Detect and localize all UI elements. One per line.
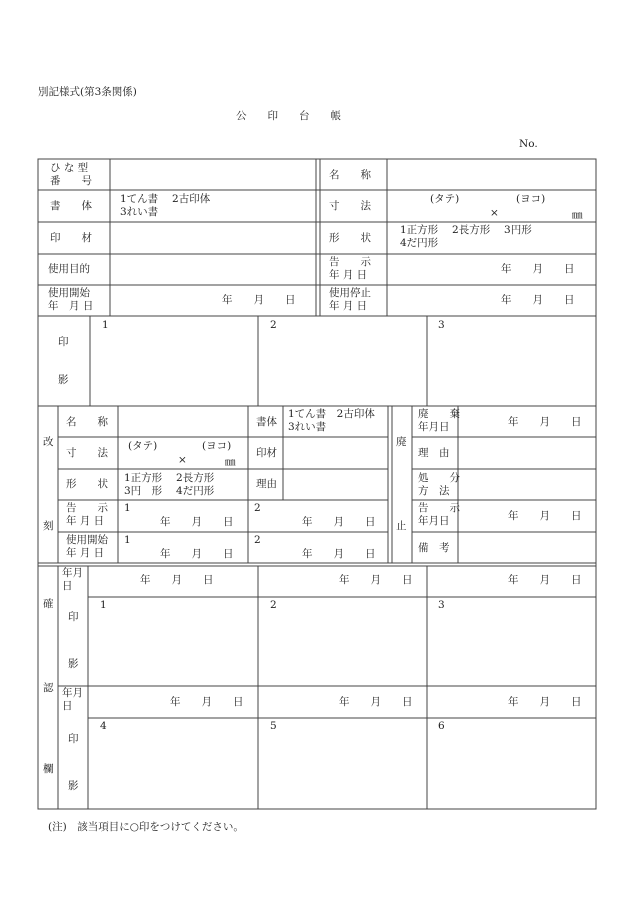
inzai-label: 印 材 (50, 232, 92, 244)
kaikoku-inzai-label: 印材 (256, 447, 277, 459)
kakunin-num-2: 2 (270, 599, 277, 611)
inei-num-3: 3 (438, 319, 445, 331)
kaikoku-keijo-options: 1正方形 2長方形 3円 形 4だ円形 (124, 472, 215, 497)
kakunin-side-2: 認 (43, 682, 54, 694)
kaikoku-kokuji-label: 告 示 年 月 日 (66, 502, 108, 527)
kakunin-num-4: 4 (100, 720, 107, 732)
sunpo-yoko: (ヨコ) (516, 193, 546, 205)
shotai-label: 書 体 (50, 200, 92, 212)
kaikoku-side-koku: 刻 (43, 520, 54, 532)
kakunin-label-ei-2: 影 (68, 780, 79, 792)
haishi-riyu-label: 理 由 (418, 447, 450, 459)
kaikoku-sunpo-label: 寸 法 (66, 447, 108, 459)
kakunin-num-6: 6 (438, 720, 445, 732)
kaikoku-sunpo-unit: ㎜ (225, 456, 236, 468)
kakunin-date-5: 年 月 日 (339, 696, 413, 708)
kakunin-date-row-label-1: 年月 日 (62, 567, 83, 592)
kakunin-date-2: 年 月 日 (339, 574, 413, 586)
kaikoku-kokuji-date-2: 年 月 日 (302, 516, 376, 528)
keijo-options: 1正方形 2長方形 3円形 4だ円形 (400, 224, 532, 249)
haishi-kokuji-date: 年 月 日 (508, 510, 582, 522)
shiyo-kaishi-label: 使用開始 年 月 日 (48, 287, 94, 312)
kaikoku-side-kai: 改 (43, 436, 54, 448)
footer-note: (注) 該当項目に○印をつけてください。 (48, 821, 244, 833)
sunpo-tate: (タテ) (430, 193, 460, 205)
kakunin-date-1: 年 月 日 (140, 574, 214, 586)
kakunin-date-6: 年 月 日 (508, 696, 582, 708)
shiyo-teishi-label: 使用停止 年 月 日 (329, 287, 371, 312)
kaikoku-kokuji-date-1: 年 月 日 (160, 516, 234, 528)
hinagata-label: ひ な 型 番 号 (50, 162, 92, 187)
kaikoku-sunpo-x: × (178, 454, 187, 466)
kaikoku-sunpo-tate: (タテ) (128, 440, 158, 452)
kaikoku-name-label: 名 称 (66, 416, 108, 428)
shiyo-mokuteki-label: 使用目的 (48, 263, 90, 275)
kakunin-num-3: 3 (438, 599, 445, 611)
haishi-kokuji-label: 告 示 年月日 (418, 502, 460, 527)
kaikoku-shotai-options: 1てん書 2古印体 3れい書 (288, 408, 375, 433)
haishi-shobun-label: 処 分 方 法 (418, 472, 460, 497)
kokuji-date: 年 月 日 (501, 263, 575, 275)
kaikoku-sunpo-yoko: (ヨコ) (202, 440, 232, 452)
kaikoku-keijo-label: 形 状 (66, 478, 108, 490)
kakunin-side-3: 欄 (43, 763, 54, 775)
shotai-options: 1てん書 2古印体 3れい書 (120, 193, 211, 218)
kaikoku-shotai-label: 書体 (256, 416, 277, 428)
kakunin-label-in-1: 印 (68, 611, 79, 623)
haishi-side-shi: 止 (396, 520, 407, 532)
haishi-haiki-label: 廃 棄 年月日 (418, 408, 460, 433)
kaikoku-riyu-label: 理由 (256, 478, 277, 490)
shiyo-teishi-date: 年 月 日 (501, 294, 575, 306)
kakunin-label-ei-1: 影 (68, 658, 79, 670)
inei-label-ei: 影 (58, 374, 69, 386)
keijo-label: 形 状 (329, 232, 371, 244)
number-label: No. (519, 138, 538, 150)
kakunin-date-4: 年 月 日 (170, 696, 244, 708)
kakunin-date-row-label-2: 年月 日 (62, 687, 83, 712)
kaikoku-kokuji-num-2: 2 (254, 502, 261, 514)
page-title: 公 印 台 帳 (236, 110, 341, 122)
haishi-haiki-date: 年 月 日 (508, 416, 582, 428)
haishi-side-hai: 廃 (396, 436, 407, 448)
kaikoku-shiyo-num-2: 2 (254, 534, 261, 546)
inei-label-in: 印 (58, 336, 69, 348)
kaikoku-kokuji-num-1: 1 (124, 502, 131, 514)
kakunin-side-1: 確 (43, 598, 54, 610)
inei-num-1: 1 (102, 319, 109, 331)
inei-num-2: 2 (270, 319, 277, 331)
kakunin-date-3: 年 月 日 (508, 574, 582, 586)
sunpo-label: 寸 法 (329, 200, 371, 212)
haishi-biko-label: 備 考 (418, 542, 450, 554)
kaikoku-shiyo-label: 使用開始 年 月 日 (66, 534, 108, 559)
name-label: 名 称 (329, 169, 371, 181)
kaikoku-shiyo-date-2: 年 月 日 (302, 548, 376, 560)
kakunin-num-1: 1 (100, 599, 107, 611)
sunpo-x: × (490, 207, 499, 219)
shiyo-kaishi-date: 年 月 日 (222, 294, 296, 306)
kakunin-label-in-2: 印 (68, 733, 79, 745)
sunpo-unit: ㎜ (572, 209, 583, 221)
kaikoku-shiyo-date-1: 年 月 日 (160, 548, 234, 560)
kaikoku-shiyo-num-1: 1 (124, 534, 131, 546)
form-label: 別記様式(第3条関係) (38, 86, 137, 98)
kakunin-num-5: 5 (270, 720, 277, 732)
kokuji-label: 告 示 年 月 日 (329, 256, 371, 281)
